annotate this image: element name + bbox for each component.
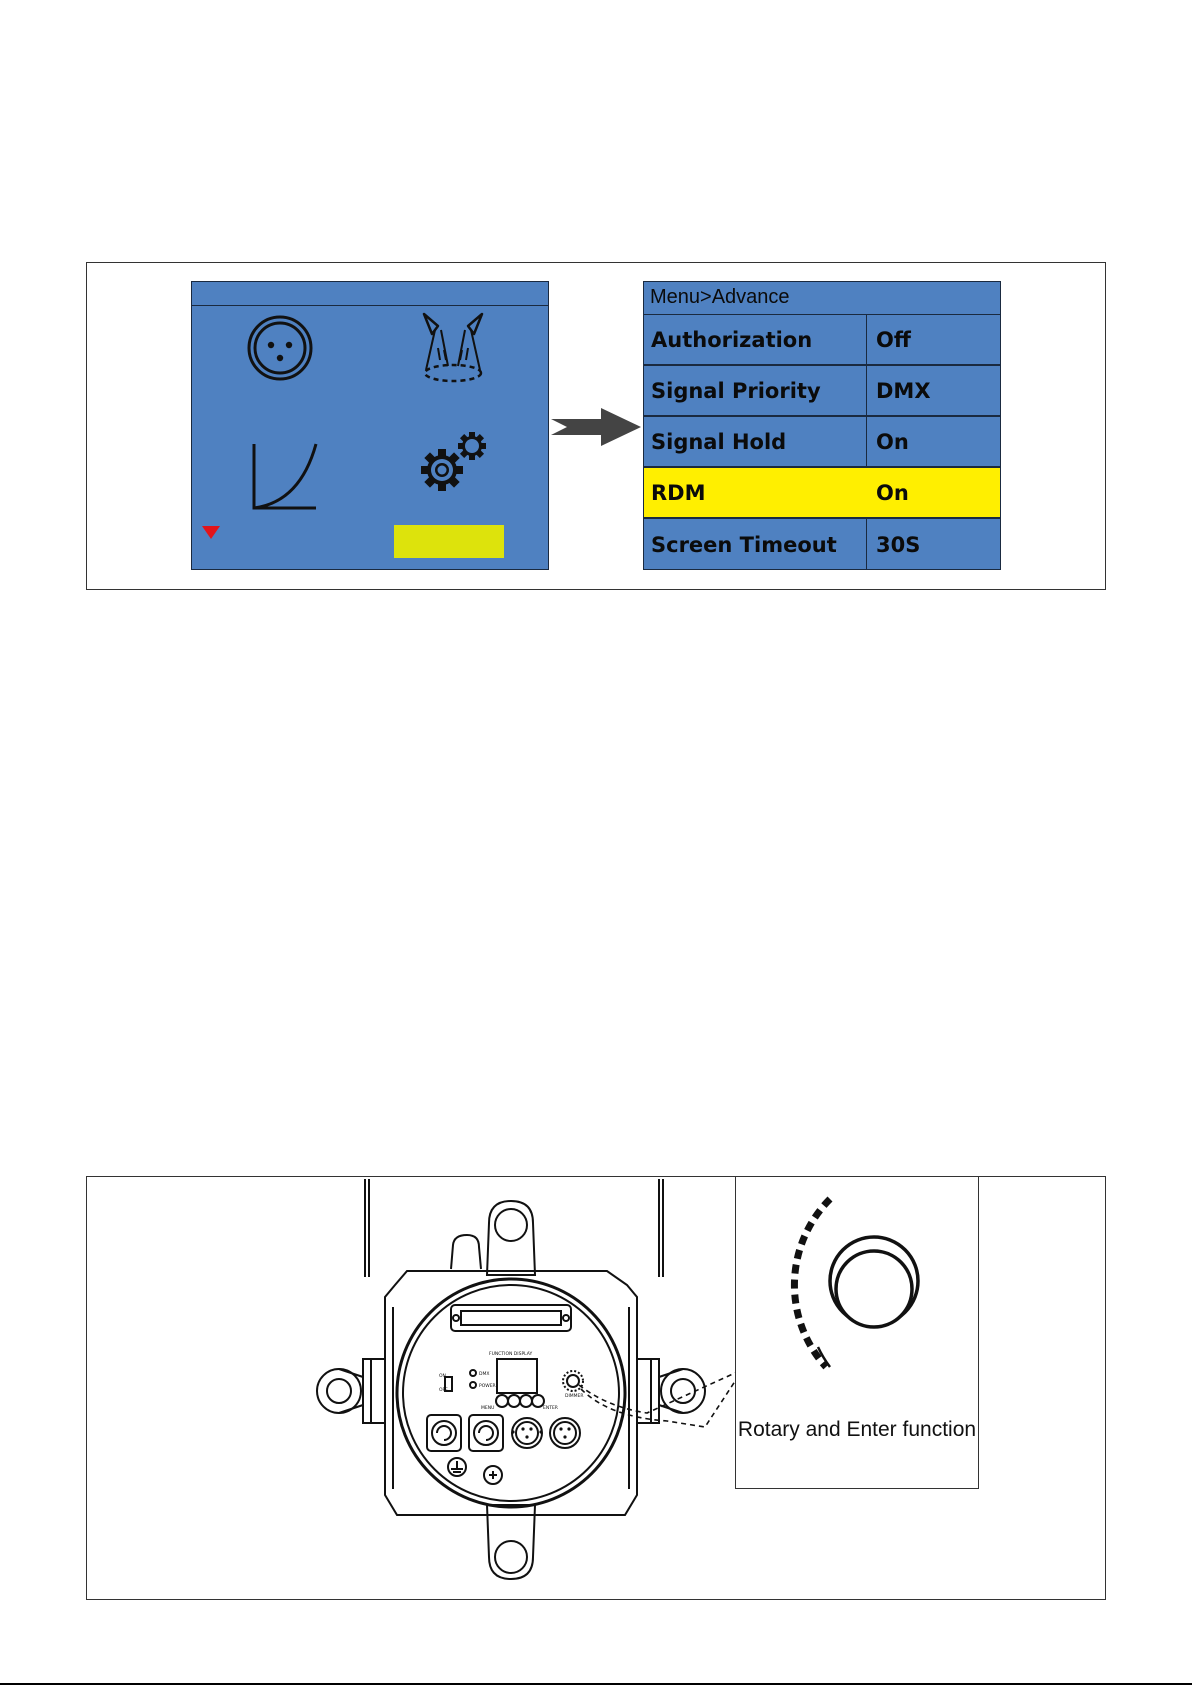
menu-row-screen-timeout[interactable] <box>644 519 1000 570</box>
led-dmx-label: DMX <box>479 1372 490 1377</box>
selection-highlight[interactable] <box>394 525 504 558</box>
menu-figure <box>86 262 1106 590</box>
led-power-label: POWER <box>479 1384 496 1389</box>
row-label: RDM <box>651 480 706 505</box>
row-value: On <box>876 429 909 454</box>
row-value: Off <box>876 327 911 352</box>
gears-icon <box>418 430 488 494</box>
xlr-connector-icon <box>246 314 314 382</box>
dimmer-knob-label: DIMMER <box>565 1394 584 1399</box>
switch-off-label: OFF <box>439 1388 448 1393</box>
row-label: Screen Timeout <box>651 532 837 557</box>
row-label: Signal Priority <box>651 378 821 403</box>
callout-caption: Rotary and Enter function <box>737 1418 977 1441</box>
menu-button-label: MENU <box>481 1406 495 1411</box>
menu-row-authorization[interactable] <box>644 315 1000 366</box>
main-menu-screen <box>191 281 549 570</box>
screen-header-bar <box>192 282 548 306</box>
rotary-knob-icon <box>736 1177 980 1407</box>
switch-on-label: ON <box>439 1374 446 1379</box>
row-label: Authorization <box>651 327 813 352</box>
row-value: On <box>876 480 909 505</box>
fixture-rear-drawing <box>227 1177 747 1601</box>
rotary-callout <box>735 1177 979 1489</box>
scroll-down-indicator[interactable] <box>202 526 220 539</box>
beam-spot-icon <box>418 310 488 386</box>
breadcrumb: Menu>Advance <box>644 282 1000 315</box>
row-value: 30S <box>876 532 921 557</box>
enter-button-label: ENTER <box>543 1406 558 1411</box>
menu-row-rdm[interactable] <box>644 468 1000 519</box>
advance-menu-screen <box>643 281 1001 570</box>
menu-row-signal-priority[interactable] <box>644 366 1000 417</box>
right-arrow-icon <box>551 408 641 446</box>
dimmer-curve-icon <box>250 442 318 512</box>
panel-title: FUNCTION DISPLAY <box>489 1352 533 1357</box>
row-value: DMX <box>876 378 931 403</box>
menu-row-signal-hold[interactable] <box>644 417 1000 468</box>
row-label: Signal Hold <box>651 429 787 454</box>
device-figure <box>86 1176 1106 1600</box>
